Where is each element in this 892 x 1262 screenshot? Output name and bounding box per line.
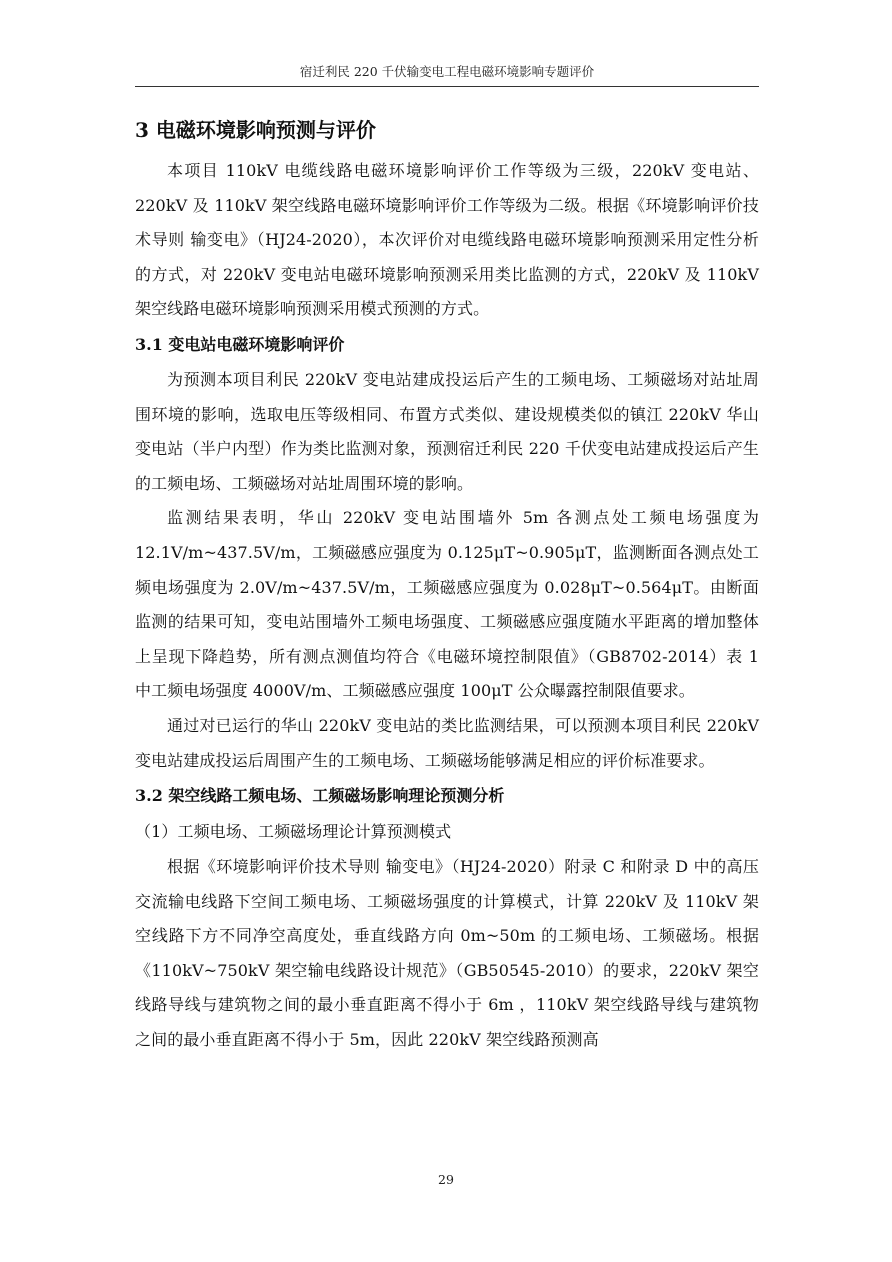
section-3-intro-paragraph: 本项目 110kV 电缆线路电磁环境影响评价工作等级为三级，220kV 变电站、220kV 及 110kV 架空线路电磁环境影响评价工作等级为二级。根据《环境影响评价技术导则 输变电》（HJ24-2020），本次评价对电缆线路电磁环境影响预测采用定性分析的方式，对 220kV 变电站电磁环境影响预测采用类比监测的方式，220kV 及 110kV 架空线路电磁环境影响预测采用模式预测的方式。 <box>135 161 759 319</box>
section-3-heading: 3 电磁环境影响预测与评价 <box>135 118 376 142</box>
section-3-2-paragraph-1: 根据《环境影响评价技术导则 输变电》（HJ24-2020）附录 C 和附录 D 中的高压交流输电线路下空间工频电场、工频磁场强度的计算模式，计算 220kV 及 110kV 架空线路下方不同净空高度处，垂直线路方向 0m~50m 的工频电场、工频磁场。根据《110kV~750kV 架空输电线路设计规范》（GB50545-2010）的要求，220kV 架空线路导线与建筑物之间的最小垂直距离不得小于 6m ，110kV 架空线路导线与建筑物之间的最小垂直距离不得小于 5m，因此 220kV 架空线路预测高 <box>135 857 759 1050</box>
section-3-2-subheading: （1）工频电场、工频磁场理论计算预测模式 <box>135 822 452 842</box>
section-3-1-paragraph-2: 监测结果表明，华山 220kV 变电站围墙外 5m 各测点处工频电场强度为 12.1V/m~437.5V/m，工频磁感应强度为 0.125μT~0.905μT，监测断面各测点处工频电场强度为 2.0V/m~437.5V/m，工频磁感应强度为 0.028μT~0.564μT。由断面监测的结果可知，变电站围墙外工频电场强度、工频磁感应强度随水平距离的增加整体上呈现下降趋势，所有测点测值均符合《电磁环境控制限值》（GB8702-2014）表 1 中工频电场强度 4000V/m、工频磁感应强度 100μT 公众曝露控制限值要求。 <box>135 508 759 701</box>
page-number: 29 <box>438 1172 454 1187</box>
section-3-1-paragraph-1: 为预测本项目利民 220kV 变电站建成投运后产生的工频电场、工频磁场对站址周围环境的影响，选取电压等级相同、布置方式类似、建设规模类似的镇江 220kV 华山变电站（半户内型）作为类比监测对象，预测宿迁利民 220 千伏变电站建成投运后产生的工频电场、工频磁场对站址周围环境的影响。 <box>135 369 759 493</box>
section-3-1-heading: 3.1 变电站电磁环境影响评价 <box>135 334 345 354</box>
section-3-2-heading: 3.2 架空线路工频电场、工频磁场影响理论预测分析 <box>135 786 505 806</box>
running-header: 宿迁利民 220 千伏输变电工程电磁环境影响专题评价 <box>135 62 759 87</box>
section-3-1-paragraph-3: 通过对已运行的华山 220kV 变电站的类比监测结果，可以预测本项目利民 220kV 变电站建成投运后周围产生的工频电场、工频磁场能够满足相应的评价标准要求。 <box>135 715 759 770</box>
page-content <box>135 112 759 1058</box>
